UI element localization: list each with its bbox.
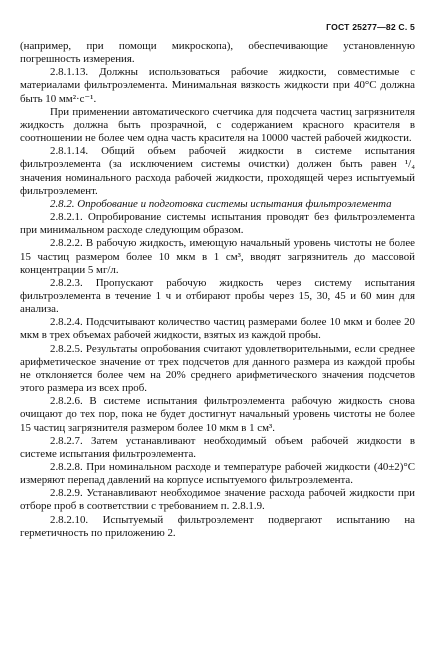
paragraph: 2.8.1.13. Должны использоваться рабочие жидкости, совместимые с материалами фильтроэлемента. Минимальная вязкость жидкости при 40°С должна быть 10 мм²·с⁻¹. — [20, 66, 415, 105]
paragraph: 2.8.2.2. В рабочую жидкость, имеющую начальный уровень чистоты не более 15 частиц размером более 10 мкм в 1 см³, вводят загрязнитель до массовой концентрации 5 мг/л. — [20, 237, 415, 276]
section-heading: 2.8.2. Опробование и подготовка системы испытания фильтроэлемента — [50, 197, 392, 210]
paragraph: 2.8.2.8. При номинальном расходе и температуре рабочей жидкости (40±2)°С измеряют перепад давлений на корпусе испытуемого фильтроэлемента. — [20, 461, 415, 487]
paragraph: При применении автоматического счетчика для подсчета частиц загрязнителя жидкость должна быть прозрачной, с содержанием красного красителя в соотношении не более чем одна часть красителя на 10000 частей рабочей жидкости. — [20, 105, 415, 145]
paragraph: 2.8.2.1. Опробирование системы испытания проводят без фильтроэлемента при минимальном расходе следующим образом. — [20, 211, 415, 237]
paragraph: 2.8.2.5. Результаты опробования считают удовлетворительными, если среднее арифметическое значение от трех подсчетов для данного размера из каждой пробы не отклоняется более чем на 20% среднего арифметического значения подсчетов этого размера из всех проб. — [20, 342, 415, 395]
paragraph: 2.8.2.6. В системе испытания фильтроэлемента рабочую жидкость снова очищают до тех пор, пока не будет достигнут начальный уровень чистоты не более 15 частиц загрязнителя размером более 10 мкм в 1 см³. — [20, 395, 415, 434]
paragraph: 2.8.1.14. Общий объем рабочей жидкости в системе испытания фильтроэлемента (за исключением системы очистки) должен быть равен ¹/₄ значения номинального расхода рабочей жидкости, проходящей через испытуемый фильтроэлемент. — [20, 145, 415, 197]
paragraph: 2.8.2.10. Испытуемый фильтроэлемент подвергают испытанию на герметичность по приложению 2. — [20, 513, 415, 539]
document-body — [20, 40, 415, 540]
paragraph: 2.8.2.3. Пропускают рабочую жидкость через систему испытания фильтроэлемента в течение 1 ч и отбирают пробы через 15, 30, 45 и 60 мин для анализа. — [20, 276, 415, 316]
paragraph: 2.8.2.9. Устанавливают необходимое значение расхода рабочей жидкости при отборе проб в соответствии с требованием п. 2.8.1.9. — [20, 487, 415, 513]
paragraph: 2.8.2.7. Затем устанавливают необходимый объем рабочей жидкости в системе испытания фильтроэлемента. — [20, 434, 415, 460]
page-header: ГОСТ 25277—82 С. 5 — [326, 22, 415, 32]
paragraph: (например, при помощи микроскопа), обеспечивающие установленную погрешность измерения. — [20, 40, 415, 66]
paragraph: 2.8.2.4. Подсчитывают количество частиц размерами более 10 мкм и более 20 мкм в трех объемах рабочей жидкости, взятых из каждой пробы. — [20, 316, 415, 342]
